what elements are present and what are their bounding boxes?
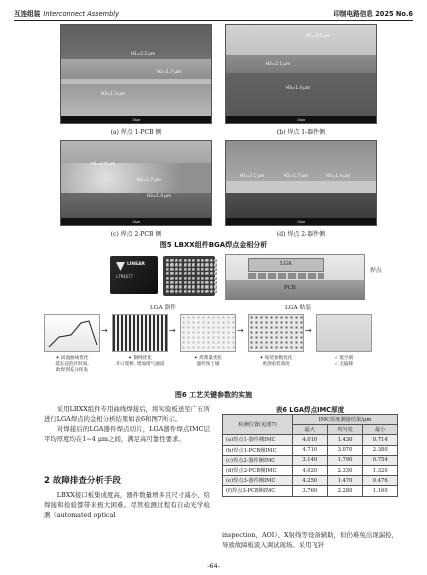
table-cell-max: 4.010 [293,435,328,445]
pad-dot [166,277,169,280]
table-cell-pos: (b)焊点1-PCB侧IMC [223,445,293,455]
pad-dot [175,272,178,275]
pad-dot [184,259,187,262]
pad-dot [170,272,173,275]
process-step-image [44,314,100,352]
pad-dot [184,263,187,266]
table-row [223,455,398,465]
pad-dot [205,277,208,280]
micrograph-info-bar: 10μm [61,116,211,123]
paragraph: 采用LBXX组件专用曲线焊接后，将实验板送至广五所进行LGA焊点的金相分析结果如表6和图7所示。 [44,405,210,423]
pad-dot [201,285,204,288]
measure-label: H3=1.4 μm [326,173,351,178]
pad-dot [201,259,204,262]
pad-dot [188,277,191,280]
pad-dot [175,290,178,293]
arrow-right-icon: → [305,326,312,335]
pad-dot [166,272,169,275]
pad-dot [210,285,213,288]
pad-dot [205,263,208,266]
pad-dot [214,281,217,284]
pad-dot [205,290,208,293]
pad-dot [214,277,217,280]
pad-dot [201,277,204,280]
table-cell-avg: 3.070 [327,445,363,455]
paragraph: inspection，AOI）、X射线等设备辅助，但仍难免出现漏检，导致故障板流入调试现场。采用飞针 [222,531,398,549]
pad-dot [188,268,191,271]
micrograph-info-bar: 10μm [226,218,376,225]
reflow-profile-graph [45,315,100,352]
pad-dot [184,268,187,271]
pad-dot [192,277,195,280]
lga-layer-label: LGA [280,261,292,267]
pad-dot [210,281,213,284]
solder-layer [248,273,324,279]
measure-label: H1=2.0 μm [91,161,116,166]
pad-dot [214,272,217,275]
pad-dot [170,290,173,293]
page-number: -64- [207,562,220,570]
col-group-header: IMC厚度测量结果/μm [293,415,398,425]
pad-dot [184,272,187,275]
pad-dot [197,285,200,288]
measure-label: H3=1.4 μm [286,85,311,90]
table-cell-avg: 1.790 [327,455,363,465]
paragraph: LBXX接口板集成度高，器件数量增多且尺寸减小、给焊接和检验都带来极大困难。尽管检测过程有自动光学检测（automated optical [44,491,210,519]
table-cell-avg: 1.470 [327,476,363,486]
process-step-image [180,314,236,352]
table-cell-avg: 1.430 [327,435,363,445]
process-step-note: ✦ 回流曲线优化 延长浸泡区时间, 助焊剂充分挥发 [55,356,89,373]
pad-dot [188,281,191,284]
figure-6-caption: 图6 工艺关键参数的实施 [174,391,253,399]
table-cell-pos: (c)焊点2-器件侧IMC [223,455,293,465]
pad-dot [205,272,208,275]
micrograph-b [225,24,377,124]
pad-dot [197,263,200,266]
table-cell-pos: (a)焊点1-器件侧IMC [223,435,293,445]
measure-label: H2=1.7 μm [284,173,309,178]
measure-label: H2=1.7 μm [157,69,182,74]
pad-dot [170,281,173,284]
table-row [223,445,398,455]
journal-section: 互连组装 Interconnect Assembly [14,10,120,18]
pad-dot [170,259,173,262]
pad-dot [166,263,169,266]
pad-dot [197,272,200,275]
micrograph-info-bar: 10μm [226,116,376,123]
pad-dot [192,285,195,288]
pad-dot [197,290,200,293]
pad-dot [205,281,208,284]
pad-dot [179,285,182,288]
lga-cross-section [225,254,365,300]
lga-pad-array [166,259,212,293]
pad-dot [214,285,217,288]
pad-dot [192,268,195,271]
table-row [223,435,398,445]
table-cell-max: 4.710 [293,445,328,455]
pad-dot [175,263,178,266]
table-cell-avg: 2.330 [327,465,363,475]
journal-issue: 印制电路信息 2025 No.6 [333,10,413,18]
col-header-avg: 均匀处 [327,425,363,435]
process-step-image [316,314,372,352]
table-cell-max: 4.020 [293,465,328,475]
pad-dot [188,272,191,275]
pad-dot [201,272,204,275]
pad-dot [201,263,204,266]
micrograph-info-bar: 10μm [61,218,211,225]
pad-dot [175,259,178,262]
pad-dot [210,272,213,275]
micrograph-c [60,140,212,226]
pad-dot [192,263,195,266]
pad-dot [192,259,195,262]
pad-dot [170,285,173,288]
section-2-body [44,490,210,520]
table-cell-pos: (d)焊点2-PCB侧IMC [223,465,293,475]
chip-part-number: LTM4677 [116,274,133,279]
pad-dot [188,285,191,288]
measure-label: H2=2.1 μm [266,61,291,66]
table-6-caption: 表6 LGA焊点IMC厚度 [275,406,345,414]
pad-dot [179,277,182,280]
table-cell-min: 2.380 [363,445,398,455]
table-cell-min: 1.160 [363,486,398,496]
pad-dot [184,290,187,293]
lga-chip-top [110,256,158,294]
pad-dot [197,277,200,280]
paragraph: 对焊接后的LGA器件焊点切片，LGA器件焊点IMC层平均厚度均在1~4 μm之间，满足高可靠性要求。 [44,425,210,443]
table-cell-max: 3.760 [293,486,328,496]
pad-dot [170,277,173,280]
pad-dot [205,268,208,271]
pad-dot [197,268,200,271]
body-right-column [222,530,398,550]
measure-label: H3=1.4 μm [147,193,172,198]
pad-dot [197,259,200,262]
measure-label: H2=1.7 μm [137,177,162,182]
arrow-right-icon: → [237,326,244,335]
pad-dot [188,259,191,262]
pad-dot [210,259,213,262]
pad-dot [179,259,182,262]
pad-dot [201,290,204,293]
table-row [223,465,398,475]
pad-dot [205,285,208,288]
pad-dot [201,281,204,284]
measure-label: H1=2.2 μm [131,51,156,56]
process-step-image [112,314,168,352]
pad-dot [214,259,217,262]
subcaption-c: (c) 焊点 2-PCB 侧 [110,231,162,238]
pad-dot [192,290,195,293]
pcb-layer-label: PCB [284,285,296,291]
process-step-note: ✓ 低空洞 ✓ 无偏移 [334,356,354,367]
pad-dot [210,263,213,266]
section-2-title: 2 故障排查分析手段 [44,476,121,486]
pad-dot [179,268,182,271]
table-cell-min: 0.754 [363,455,398,465]
pad-dot [175,281,178,284]
pad-dot [201,268,204,271]
imc-thickness-table [222,414,398,497]
table-row [223,486,398,496]
table-cell-min: 0.714 [363,435,398,445]
measure-label: H3=1.3 μm [101,91,126,96]
lga-mount-label: LGA 贴装 [285,305,312,311]
linear-logo-icon [116,262,125,271]
table-cell-avg: 2.280 [327,486,363,496]
col-header-max: 最大 [293,425,328,435]
pad-dot [214,290,217,293]
pad-dot [175,277,178,280]
table-cell-min: 1.320 [363,465,398,475]
pad-dot [214,263,217,266]
pad-dot [184,277,187,280]
pad-dot [192,281,195,284]
pad-dot [184,285,187,288]
pad-dot [179,272,182,275]
process-step-note: ✦ 钢网优化 开口架桥, 增加排气通道 [115,356,165,367]
arrow-right-icon: → [101,326,108,335]
solder-joint-label: 焊点 [370,268,382,274]
table-cell-min: 0.476 [363,476,398,486]
pad-dot [188,263,191,266]
pad-dot [170,263,173,266]
col-header-min: 最小 [363,425,398,435]
pad-dot [175,268,178,271]
measure-label: H1=3.0 μm [306,33,331,38]
subcaption-d: (d) 焊点 2-器件侧 [276,231,326,238]
table-cell-max: 3.140 [293,455,328,465]
pad-dot [205,259,208,262]
table-cell-pos: (e)焊点3-器件侧IMC [223,476,293,486]
pad-dot [210,268,213,271]
pad-dot [179,263,182,266]
pad-dot [184,281,187,284]
pad-dot [166,290,169,293]
measure-label: H1=2.1 μm [240,173,265,178]
figure-5-caption: 图5 LBXX组件BGA焊点金相分析 [159,241,268,249]
lga-chip-bottom [163,256,215,296]
pad-dot [166,285,169,288]
pad-dot [210,290,213,293]
pad-dot [188,290,191,293]
pad-dot [166,281,169,284]
pad-dot [214,268,217,271]
pad-dot [166,268,169,271]
pad-dot [192,272,195,275]
pad-dot [197,281,200,284]
body-left-column [44,404,210,444]
col-header-position: 检测位置(见图7) [223,415,293,435]
pad-dot [210,277,213,280]
pad-dot [166,259,169,262]
process-step-image [248,314,304,352]
chip-brand: LINEAR [127,262,145,267]
table-cell-max: 4.250 [293,476,328,486]
table-row [223,476,398,486]
subcaption-a: (a) 焊点 1-PCB 侧 [110,129,162,136]
process-step-note: ✦ 贴装参数优化 更改贴装高度 [259,356,293,367]
lga-device-label: LGA 器件 [150,305,177,311]
arrow-right-icon: → [169,326,176,335]
pad-dot [179,281,182,284]
pad-dot [179,290,182,293]
header-rule [14,20,413,21]
subcaption-b: (b) 焊点 1-器件侧 [276,129,326,136]
process-step-note: ✦ 焊膏量优化 器件预上锡 [193,356,223,367]
micrograph-d [225,140,377,226]
table-cell-pos: (f)焊点3-PCB侧IMC [223,486,293,496]
running-header [14,6,413,20]
pad-dot [170,268,173,271]
pad-dot [175,285,178,288]
micrograph-a [60,24,212,124]
journal-section-en: Interconnect Assembly [43,10,120,18]
